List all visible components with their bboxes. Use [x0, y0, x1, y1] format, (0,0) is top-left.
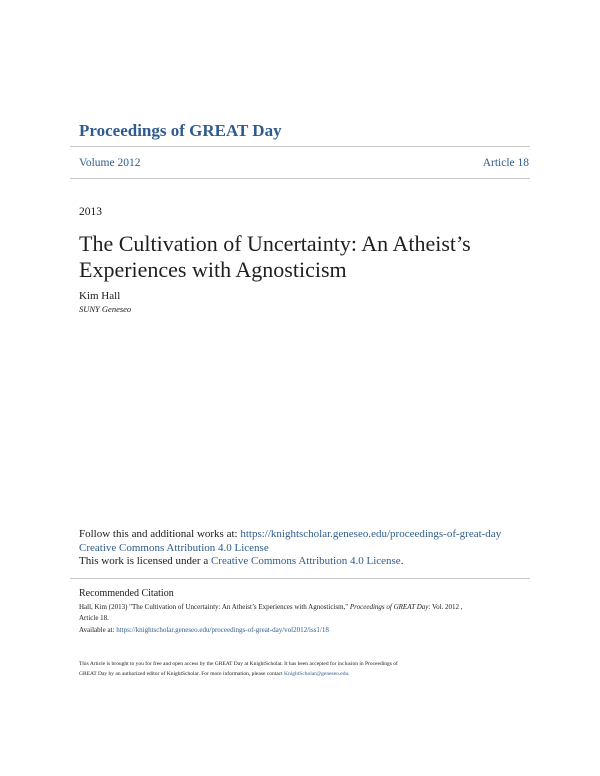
paper-title: The Cultivation of Uncertainty: An Atheist’s Experiences with Agnosticism	[79, 231, 471, 282]
cc-license-link[interactable]: Creative Commons Attribution 4.0 License	[79, 542, 269, 554]
top-divider	[70, 146, 530, 147]
author-name[interactable]: Kim Hall	[79, 290, 121, 302]
repository-link[interactable]: https://knightscholar.geneseo.edu/proceedings-of-great-day	[240, 528, 502, 540]
issue-divider	[70, 178, 530, 179]
citation-tail: : Vol. 2012 ,	[428, 603, 463, 611]
journal-title[interactable]: Proceedings of GREAT Day	[79, 121, 282, 140]
citation-heading: Recommended Citation	[79, 588, 174, 599]
notice-prefix: GREAT Day by an authorized editor of KnightScholar. For more information, please contact	[79, 671, 285, 677]
citation-url-link[interactable]: https://knightscholar.geneseo.edu/proceedings-of-great-day/vol2012/iss1/18	[116, 626, 329, 634]
article-number-link[interactable]: Article 18	[482, 157, 529, 169]
license-link[interactable]: Creative Commons Attribution 4.0 License	[210, 555, 401, 567]
follow-line	[79, 528, 501, 540]
available-prefix: Available at:	[79, 626, 117, 634]
license-prefix: This work is licensed under a	[79, 555, 211, 567]
citation-line-1	[79, 603, 463, 611]
access-notice-line-2	[79, 671, 350, 677]
publication-year: 2013	[79, 206, 102, 218]
citation-journal: Proceedings of GREAT Day	[349, 603, 429, 611]
citation-line-2: Article 18.	[79, 614, 109, 622]
follow-prefix: Follow this and additional works at:	[79, 528, 241, 540]
license-suffix: .	[400, 555, 404, 567]
license-statement	[79, 555, 403, 567]
contact-email-link[interactable]: KnightScholar@geneseo.edu	[284, 671, 349, 677]
notice-suffix: .	[348, 671, 350, 677]
citation-divider	[70, 578, 530, 579]
citation-text: Hall, Kim (2013) "The Cultivation of Uncertainty: An Atheist’s Experiences with Agnosticism,"	[79, 603, 350, 611]
access-notice-line-1: This Article is brought to you for free and open access by the GREAT Day at KnightScholar. It has been accepted for inclusion in Proceedings of	[79, 661, 398, 667]
volume-link[interactable]: Volume 2012	[79, 157, 141, 169]
citation-available	[79, 626, 329, 634]
author-institution: SUNY Geneseo	[79, 304, 132, 314]
